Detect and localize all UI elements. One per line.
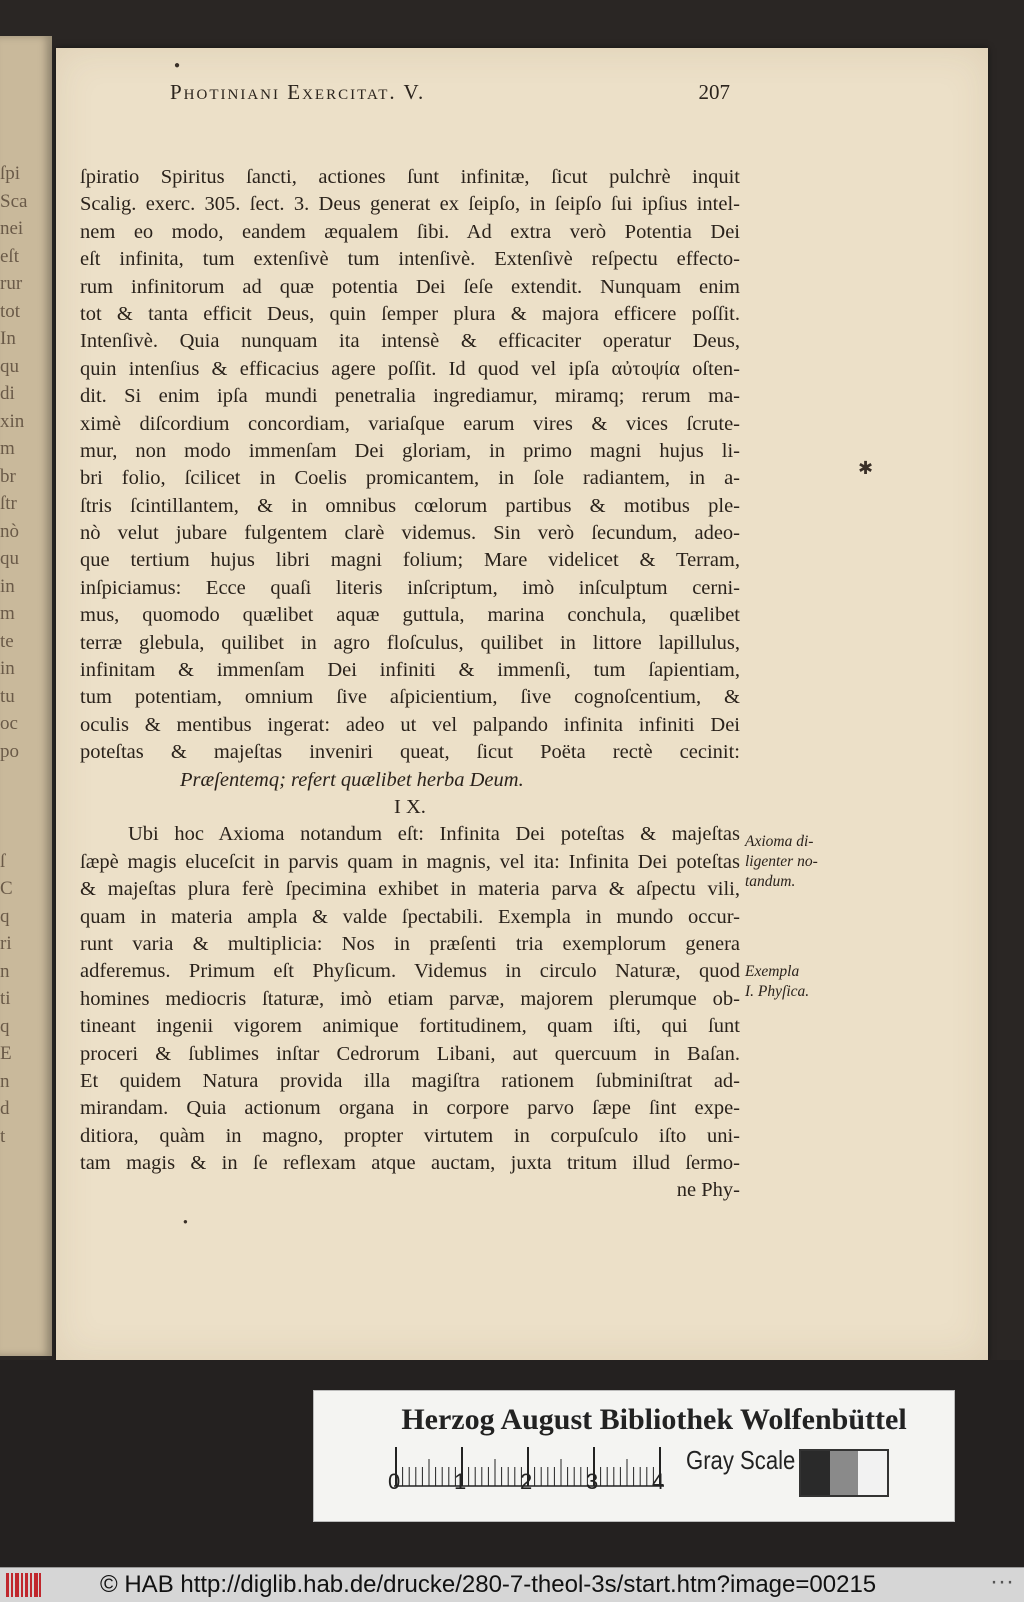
ink-dot-mark: ● — [183, 1217, 188, 1226]
text-line: mus, quomodo quælibet aquæ guttula, marina conchula, quælibet — [80, 604, 740, 627]
text-line: ſtris ſcintillantem, & in omnibus cœlorum partibus & motibus ple- — [80, 494, 740, 517]
text-line: oculis & mentibus ingerat: adeo ut vel palpando infinita infiniti Dei — [80, 713, 740, 736]
text-line: eſt infinita, tum extenſivè tum intenſivè. Extenſivè reſpectu effecto- — [80, 248, 740, 271]
text-line: nò velut jubare fulgentem clarè videmus. Sin verò ſecundum, adeo- — [80, 522, 740, 545]
ruler-label: 0 — [388, 1469, 401, 1494]
text-line: Ubi hoc Axioma notandum eſt: Infinita Dei poteſtas & majeſtas — [128, 823, 740, 846]
ruler-label: 4 — [652, 1469, 665, 1494]
body-text — [80, 164, 740, 1205]
footer-url-text[interactable]: © HAB http://diglib.hab.de/drucke/280-7-theol-3s/start.htm?image=00215 — [100, 1571, 877, 1598]
running-head: Photiniani Exercitat. V. — [170, 80, 426, 104]
text-line: ximè diſcordium concordiam, variaſque earum vires & vices ſcrute- — [80, 412, 740, 435]
text-line: Scalig. exerc. 305. ſect. 3. Deus generat ex ſeipſo, in ſeipſo ſui ipſius intel- — [80, 193, 740, 216]
barcode-logo-icon — [6, 1571, 42, 1599]
gray-patch-dark — [801, 1451, 830, 1495]
marginal-note-axioma: Axioma di- ligenter no- tandum. — [745, 833, 818, 890]
text-line: dit. Si enim ipſa mundi penetralia ingrediamur, miramq; rerum ma- — [80, 385, 740, 408]
text-line: proceri & ſublimes inſtar Cedrorum Libani, aut quercuum in Baſan. — [80, 1042, 740, 1065]
text-line: infinitam & immenſam Dei infiniti & immenſi, tum ſapientiam, — [80, 659, 740, 682]
gray-patch-mid — [830, 1451, 859, 1495]
text-line: ſæpè magis eluceſcit in parvis quam in magnis, vel ita: Infinita Dei poteſtas — [80, 850, 740, 873]
text-line: bri folio, ſcilicet in Coelis promicantem, in ſole radiantem, in a- — [80, 467, 740, 490]
text-line: quin intenſius & efficacius agere poſſit. Id quod vel ipſa αὐτοψία oſten- — [80, 357, 740, 380]
text-line: tineant ingenii vigorem animique fortitudinem, quam iſti, qui ſunt — [80, 1015, 740, 1038]
page-header — [170, 80, 730, 106]
footer-bar — [0, 1567, 1024, 1602]
text-line: rum infinitorum ad quæ potentia Dei ſeſe extendit. Nunquam enim — [80, 275, 740, 298]
text-line: & majeſtas plura ferè ſpecimina exhibet in materia parva & aſpectu vili, — [80, 878, 740, 901]
section-number: I X. — [394, 795, 426, 818]
text-line: mur, non modo immenſam Dei gloriam, in primo magni hujus li- — [80, 439, 740, 462]
ruler-label: 1 — [454, 1469, 467, 1494]
text-line: homines mediocris ſtaturæ, imò etiam parvæ, majorem plerumque ob- — [80, 987, 740, 1010]
catchword: ne Phy- — [676, 1179, 740, 1202]
gray-scale-strip — [799, 1449, 889, 1497]
text-line: poteſtas & majeſtas inveniri queat, ſicut Poëta rectè cecinit: — [80, 741, 740, 764]
text-line: nem eo modo, eandem æqualem ſibi. Ad extra verò Potentia Dei — [80, 220, 740, 243]
text-line: ſpiratio Spiritus ſancti, actiones ſunt infinitæ, ſicut pulchrè inquit — [80, 166, 740, 188]
ruler-label: 2 — [520, 1469, 533, 1494]
text-line: ditiora, quàm in magno, propter virtutem in corpuſculo iſto uni- — [80, 1124, 740, 1147]
verse-line: Præſentemq; refert quælibet herba Deum. — [180, 768, 524, 791]
color-calibration-card — [313, 1390, 955, 1522]
library-name: Herzog August Bibliothek Wolfenbüttel — [401, 1403, 907, 1436]
gray-scale-label: Gray Scale — [686, 1445, 796, 1475]
ink-blot-mark: ✱ — [858, 458, 874, 478]
marginal-note-exempla: Exempla I. Phyſica. — [745, 963, 810, 1000]
text-line: adferemus. Primum eſt Phyſicum. Videmus in circulo Naturæ, quod — [80, 960, 740, 983]
ink-dot-mark: ● — [174, 60, 181, 71]
text-line: tot & tanta efficit Deus, quin ſemper plura & majora efficere poſſit. — [80, 302, 740, 325]
text-line: que tertium hujus libri magni folium; Mare videlicet & Terram, — [80, 549, 740, 572]
text-line: quam in materia ampla & valde ſpectabili. Exempla in mundo occur- — [80, 905, 740, 928]
ruler-label: 3 — [586, 1469, 599, 1494]
ellipsis-icon[interactable]: ··· — [990, 1568, 1014, 1595]
text-line: Et quidem Natura provida illa magiſtra rationem ſubminiſtrat ad- — [80, 1069, 740, 1092]
text-line: tam magis & in ſe reflexam atque auctam, juxta tritum illud ſermo- — [80, 1152, 740, 1175]
text-line: Intenſivè. Quia nunquam ita intensè & efficaciter operatur Deus, — [80, 330, 740, 353]
gray-patch-light — [858, 1451, 887, 1495]
text-line: runt varia & multiplicia: Nos in præſenti tria exemplorum genera — [80, 932, 740, 955]
text-line: mirandam. Quia actionum organa in corpore parvo ſæpe ſint expe- — [80, 1097, 740, 1120]
text-line: inſpiciamus: Ecce quaſi literis inſcriptum, imò inſculptum cerni- — [80, 576, 740, 599]
left-page-text-fragments: ſpi Sca nei eſt rur tot In qu di xin m br ſtr nò qu in m te in tu oc po ſ C q ri n ti q E n d t — [0, 163, 28, 1147]
text-line: terræ glebula, quilibet in agro floſculus, quilibet in littore lapillulus, — [80, 631, 740, 654]
text-line: tum potentiam, omnium ſive aſpicientium, ſive cognoſcentium, & — [80, 686, 740, 709]
page-number: 207 — [698, 80, 730, 104]
